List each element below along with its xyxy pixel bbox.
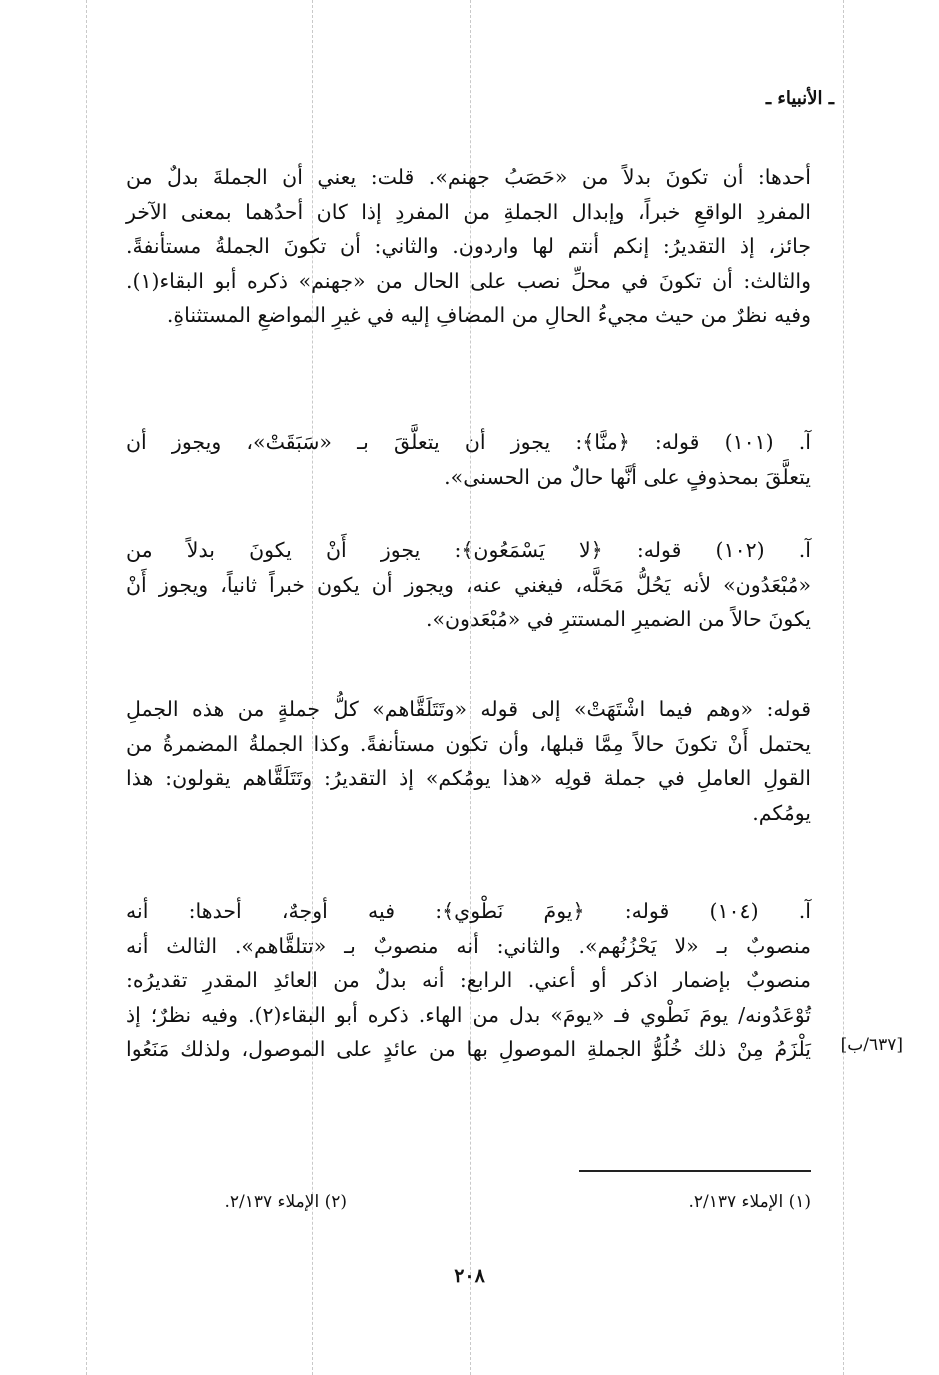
text-line: آ. (١٠٢) قوله: ﴿لا يَسْمَعُون﴾: يجوز أَنْ يكونَ بدلاً من bbox=[126, 538, 811, 562]
text-line: يتعلَّقَ بمحذوفٍ على أنَّها حالٌ من الحسنى». bbox=[444, 464, 811, 489]
paragraph-5 bbox=[126, 894, 811, 1067]
text-line: والثالث: أن تكونَ في محلِّ نصب على الحال من «جهنم» ذكره أبو البقاء(١). bbox=[126, 268, 811, 293]
text-line: المفردِ الواقعِ خبراً، وإبدال الجملةِ من المفردِ إذا كان أحدُهما بمعنى الآخر bbox=[126, 199, 811, 224]
text-line: القولِ العاملِ في جملة قولِه «هذا يومُكم» إذ التقديرُ: وتَتَلَقَّاهم يقولون: هذا bbox=[126, 766, 811, 790]
text-line: أحدها: أن تكونَ بدلاً من «حَصَبُ جهنم». قلت: يعني أن الجملةَ بدلٌ من bbox=[126, 165, 811, 189]
text-line: يكونَ حالاً من الضميرِ المستترِ في «مُبْعَدون». bbox=[425, 607, 811, 631]
text-line: وفيه نظرٌ من حيث مجيءُ الحالِ من المضافِ إليه في غيرِ المواضعِ المستثناةِ. bbox=[166, 303, 811, 327]
paragraph-1 bbox=[126, 160, 811, 333]
text-line: تُوْعَدُونه/ يومَ نَطْوي فـ «يومَ» بدل من الهاء. ذكره أبو البقاء(٢). وفيه نظرٌ؛ إذ bbox=[126, 1002, 811, 1027]
paragraph-4 bbox=[126, 692, 811, 830]
text-line: آ. (١٠١) قوله: ﴿منَّا﴾: يجوز أن يتعلَّقَ بـ «سَبَقَتْ»، ويجوز أن bbox=[126, 430, 812, 454]
footnote-separator bbox=[579, 1170, 811, 1172]
manuscript-folio-note: [٦٣٧/ب] bbox=[840, 1035, 903, 1055]
text-line: يَلْزَمُ مِنْ ذلك خُلُوُّ الجملةِ الموصولِ بها من عائدٍ على الموصول، ولذلك مَنَعُوا bbox=[126, 1037, 811, 1061]
page-number: ٢٠٨ bbox=[454, 1265, 485, 1287]
footnote-2: (٢) الإملاء ٢/١٣٧. bbox=[224, 1192, 347, 1212]
footnote-1: (١) الإملاء ٢/١٣٧. bbox=[688, 1192, 811, 1212]
text-line: يحتمل أَنْ تكونَ حالاً مِمَّا قبلها، وأن تكون مستأنفةً. وكذا الجملةُ المضمرةُ من bbox=[126, 731, 811, 756]
text-line: آ. (١٠٤) قوله: ﴿يومَ نَطْوي﴾: فيه أوجهٌ، أحدها: أنه bbox=[126, 899, 811, 923]
scan-guide-line bbox=[843, 0, 844, 1375]
running-header: ـ الأنبياء ـ bbox=[765, 88, 834, 109]
paragraph-3 bbox=[126, 533, 811, 637]
text-line: جائز، إذ التقديرُ: إنكم أنتم لها واردون. والثاني: أن تكونَ الجملةُ مستأنفةً. bbox=[126, 234, 811, 258]
paragraph-2 bbox=[126, 425, 811, 494]
text-line: «مُبْعَدُون» لأنه يَحُلُّ مَحَلَّه، فيغني عنه، ويجوز أن يكون خبراً ثانياً، ويجوز أَنْ bbox=[126, 572, 811, 597]
text-line: قوله: «وهم فيما اشْتَهَتْ» إلى قوله «وتَتَلَقَّاهم» كلُّ جملةٍ من هذه الجملِ bbox=[126, 697, 811, 721]
text-line: منصوبٌ بـ «لا يَحْزُنُهم». والثاني: أنه منصوبٌ بـ «تتلقَّاهم». الثالث أنه bbox=[126, 933, 811, 958]
scan-guide-line bbox=[86, 0, 87, 1375]
text-line: منصوبٌ بإضمار اذكر أو أعني. الرابع: أنه بدلٌ من العائدِ المقدرِ تقديرُه: bbox=[126, 968, 811, 992]
text-line: يومُكم. bbox=[752, 800, 811, 825]
